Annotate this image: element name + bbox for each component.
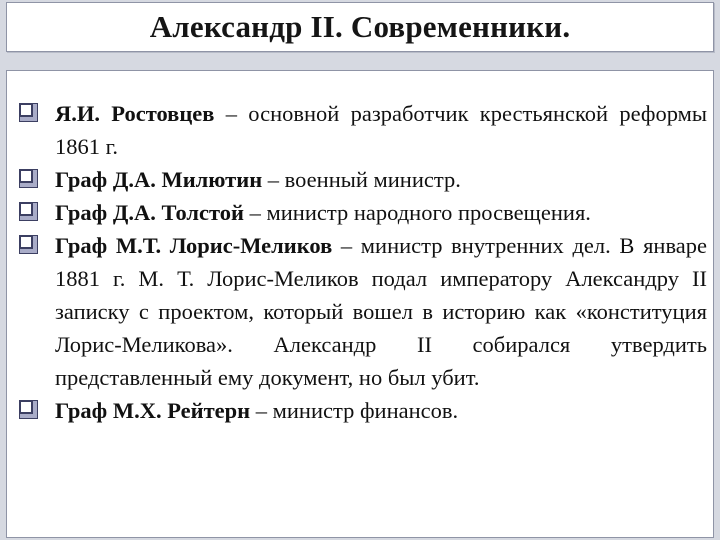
list-item [19, 97, 707, 163]
content-panel [6, 70, 714, 538]
person-description: – министр внутренних дел. В январе 1881 г. М. Т. Лорис-Меликов подал императору Александру II записку с проектом, который вошел в историю как «конституция Лорис-Меликова». Александр II собирался утвердить представленный ему документ, но был убит. [55, 233, 708, 390]
bullet-list [19, 97, 707, 427]
person-name: Граф М.Т. Лорис-Меликов [55, 233, 333, 258]
person-description: – основной разработчик крестьянской реформы 1861 г. [55, 101, 707, 159]
person-description: – военный министр. [262, 167, 461, 192]
person-description: – министр финансов. [250, 398, 459, 423]
list-item [19, 229, 707, 394]
person-name: Граф Д.А. Толстой [55, 200, 244, 225]
title-bar [6, 2, 714, 52]
list-item [19, 394, 707, 427]
person-description: – министр народного просвещения. [244, 200, 591, 225]
checkbox-bullet-icon [19, 400, 38, 419]
checkbox-bullet-icon [19, 235, 38, 254]
person-name: Граф Д.А. Милютин [55, 167, 263, 192]
list-item [19, 196, 707, 229]
list-item [19, 163, 707, 196]
person-name: Граф М.Х. Рейтерн [55, 398, 251, 423]
person-name: Я.И. Ростовцев [55, 101, 215, 126]
checkbox-bullet-icon [19, 202, 38, 221]
checkbox-bullet-icon [19, 169, 38, 188]
slide-title: Александр II. Современники. [149, 9, 571, 44]
checkbox-bullet-icon [19, 103, 38, 122]
